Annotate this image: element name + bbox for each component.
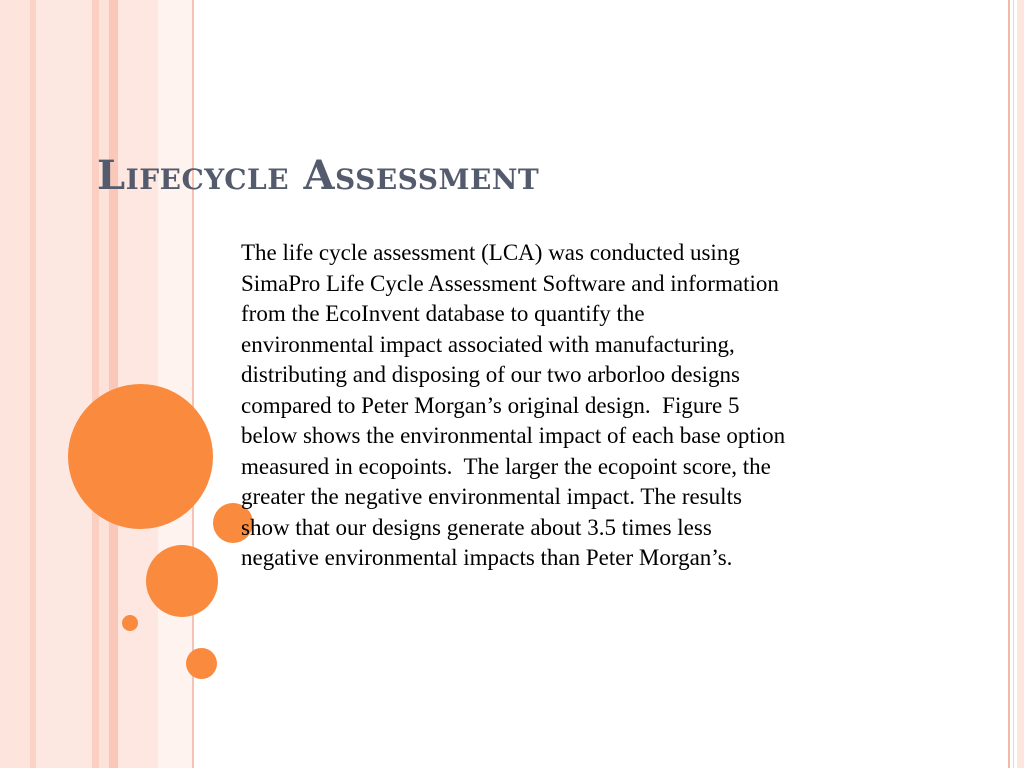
decor-band [109,0,118,768]
body-line: below shows the environmental impact of each base option [241,423,786,448]
body-line: greater the negative environmental impact. The results [241,484,742,509]
decor-circle-medium [146,545,218,617]
body-line: environmental impact associated with manufacturing, [241,331,735,357]
slide-body [241,238,941,574]
decor-band [158,0,192,768]
decor-circle-tiny [122,615,138,631]
body-line: compared to Peter Morgan’s original design. Figure 5 [241,392,740,418]
slide-title: Lifecycle Assessment [97,152,540,199]
decor-right-line [1017,0,1024,768]
decor-circle-small [186,648,217,679]
decor-band [36,0,92,768]
body-line: distributing and disposing of our two arborloo designs [241,362,740,387]
decor-circle-large [68,384,213,529]
body-line: measured in ecopoints. The larger the ecopoint score, the [241,453,771,479]
decor-right-line [1008,0,1010,768]
body-line: negative environmental impacts than Peter Morgan’s. [241,545,733,570]
body-line: The life cycle assessment (LCA) was conducted using [241,240,740,265]
decor-band [99,0,109,768]
body-line: SimaPro Life Cycle Assessment Software and information [241,270,779,296]
body-line: from the EcoInvent database to quantify the [241,301,645,326]
decor-right-line [1013,0,1014,768]
decor-band [0,0,30,768]
decor-band [92,0,99,768]
body-line: show that our designs generate about 3.5 times less [241,514,712,540]
